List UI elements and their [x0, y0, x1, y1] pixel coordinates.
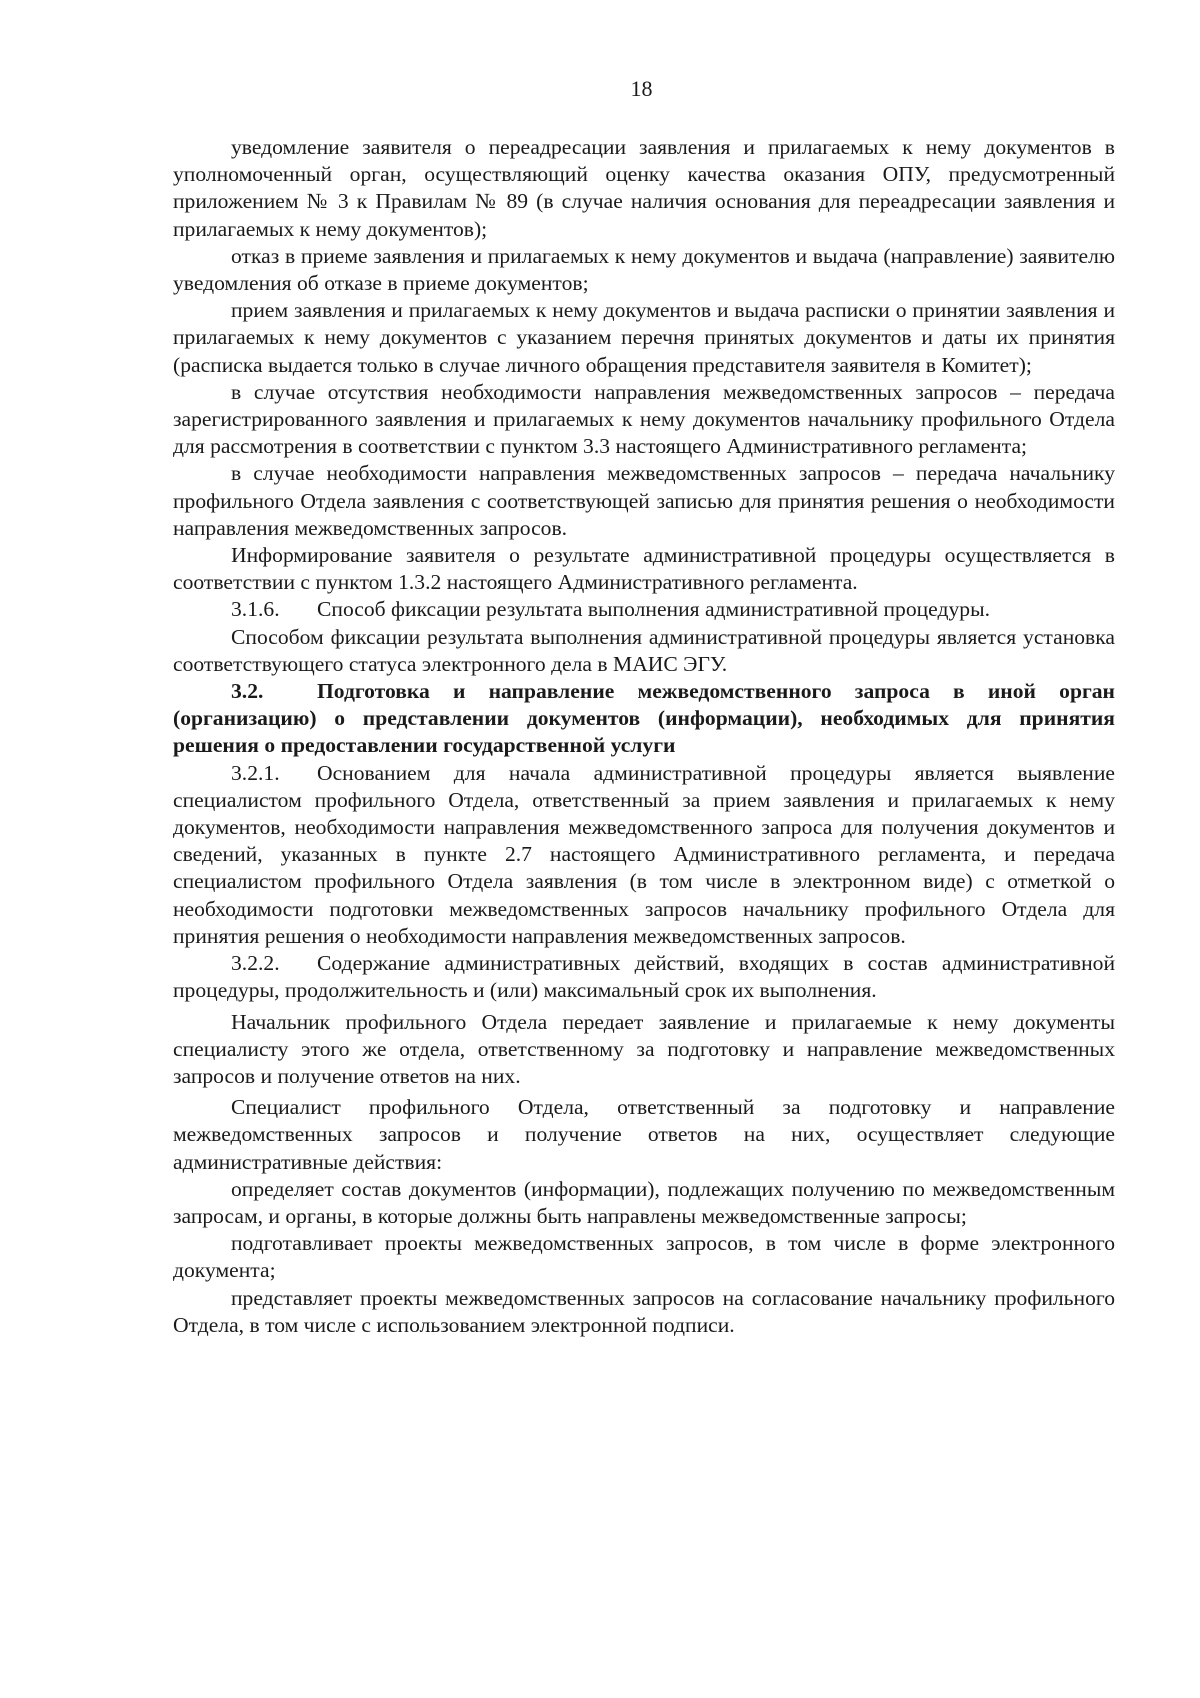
paragraph: представляет проекты межведомственных запросов на согласование начальнику профильного Отдела, в том числе с использованием электронной подписи.	[173, 1285, 1115, 1337]
section-heading-3-2	[173, 678, 1115, 760]
paragraph: в случае необходимости направления межведомственных запросов – передача начальнику профильного Отдела заявления с соответствующей записью для принятия решения о необходимости направления межведомственных запросов.	[173, 461, 1115, 540]
paragraph: Начальник профильного Отдела передает заявление и прилагаемые к нему документы специалисту этого же отдела, ответственному за подготовку и направление межведомственных запросов и получение ответов на них.	[173, 1009, 1115, 1088]
paragraph: подготавливает проекты межведомственных запросов, в том числе в форме электронного документа;	[173, 1231, 1115, 1283]
page-number: 18	[630, 76, 653, 101]
paragraph: Специалист профильного Отдела, ответственный за подготовку и направление межведомственных запросов и получение ответов на них, осуществляет следующие административные действия:	[173, 1095, 1115, 1174]
paragraph: Информирование заявителя о результате административной процедуры осуществляется в соответствии с пунктом 1.3.2 настоящего Административного регламента.	[173, 543, 1115, 595]
section-title: Подготовка и направление межведомственного запроса в иной орган (организацию) о представлении документов (информации), необходимых для принятия решения о предоставлении государственной услуги	[173, 679, 1115, 758]
paragraph: Способом фиксации результата выполнения административной процедуры является установка соответствующего статуса электронного дела в МАИС ЭГУ.	[173, 624, 1115, 676]
item-text: Способ фиксации результата выполнения административной процедуры.	[317, 597, 990, 622]
section-number: 3.2.	[231, 679, 264, 704]
paragraph: прием заявления и прилагаемых к нему документов и выдача расписки о принятии заявления и прилагаемых к нему документов с указанием перечня принятых документов и даты их принятия (расписка выдается только в случае личного обращения представителя заявителя в Комитет);	[173, 298, 1115, 377]
item-text: Основанием для начала административной процедуры является выявление специалистом профильного Отдела, ответственный за прием заявления и прилагаемых к нему документов, необходимости направления межведомственного запроса для получения документов и сведений, указанных в пункте 2.7 настоящего Административного регламента, и передача специалистом профильного Отдела заявления (в том числе в электронном виде) с отметкой о необходимости подготовки межведомственных запросов начальнику профильного Отдела для принятия решения о необходимости направления межведомственных запросов.	[173, 760, 1115, 948]
paragraph: отказ в приеме заявления и прилагаемых к нему документов и выдача (направление) заявителю уведомления об отказе в приеме документов;	[173, 243, 1115, 296]
document-body	[173, 134, 1115, 1339]
item-3-1-6	[173, 596, 1115, 623]
item-3-2-1	[173, 760, 1115, 950]
paragraph: уведомление заявителя о переадресации заявления и прилагаемых к нему документов в уполномоченный орган, осуществляющий оценку качества оказания ОПУ, предусмотренный приложением № 3 к Правилам № 89 (в случае наличия основания для переадресации заявления и прилагаемых к нему документов);	[173, 135, 1115, 241]
item-text: Содержание административных действий, входящих в состав административной процедуры, продолжительность и (или) максимальный срок их выполнения.	[173, 951, 1115, 1003]
paragraph: определяет состав документов (информации), подлежащих получению по межведомственным запросам, и органы, в которые должны быть направлены межведомственные запросы;	[173, 1176, 1115, 1228]
item-number: 3.2.1.	[231, 760, 280, 785]
paragraph: в случае отсутствия необходимости направления межведомственных запросов – передача зарегистрированного заявления и прилагаемых к нему документов начальнику профильного Отдела для рассмотрения в соответствии с пунктом 3.3 настоящего Административного регламента;	[173, 379, 1115, 459]
item-number: 3.2.2.	[231, 951, 280, 976]
item-number: 3.1.6.	[231, 597, 280, 622]
item-3-2-2	[173, 950, 1115, 1004]
